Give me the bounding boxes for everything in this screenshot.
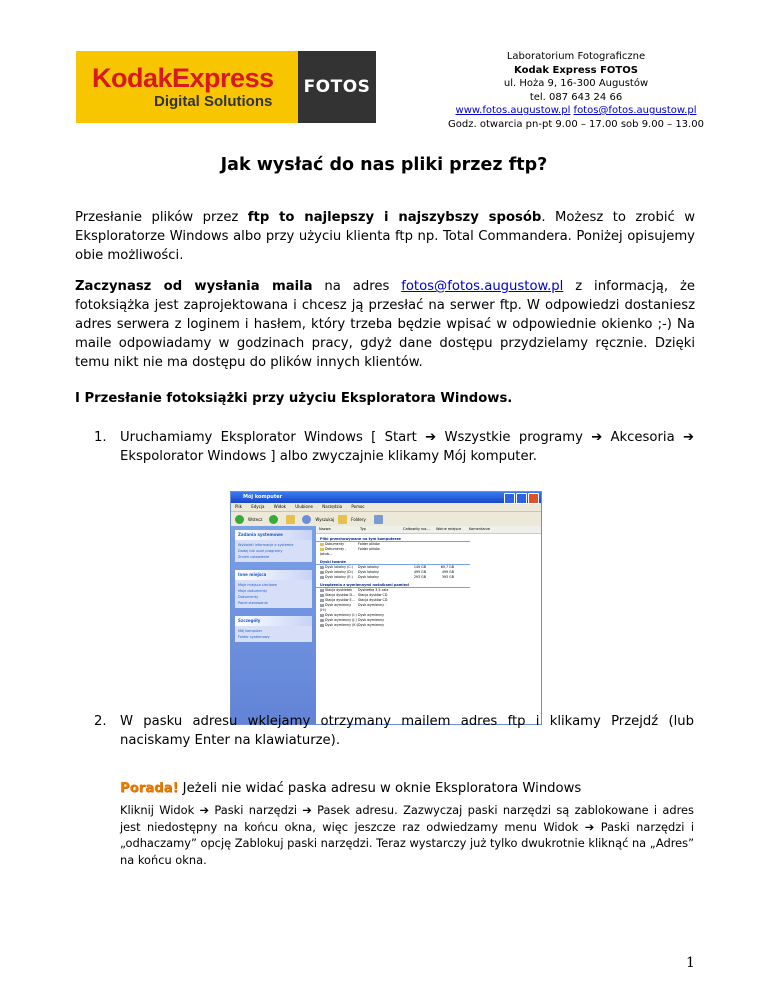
panel-title: Inne miejsca (235, 570, 312, 580)
tip-heading-text: Jeżeli nie widać paska adresu w oknie Eksploratora Windows (178, 781, 582, 796)
file-name-text: Dysk wymienny (I:) (325, 613, 357, 617)
step-text: Uruchamiamy Eksplorator Windows [ Start ➔ Wszystkie programy ➔ Akcesoria ➔ Ekspolorator Windows ] albo zwyczajnie klikamy Mój komputer. (120, 430, 694, 464)
file-type: Folder plików (358, 547, 380, 551)
drive-icon (320, 571, 324, 574)
panel-item: Panel sterowania (238, 601, 268, 605)
drive-icon (320, 594, 324, 597)
panel-item: Mój komputer (238, 629, 263, 633)
free-space: 69,7 GB (440, 565, 454, 569)
intro-text-c: . Możesz to zrobić w Eksploratorze Windows albo przy użyciu klienta ftp np. Total Commandera. Poniżej opisujemy obie możliwości. (75, 210, 696, 263)
panel-item: Dodaj lub usuń programy (238, 549, 283, 553)
column-header: Wolne miejsce (436, 527, 462, 531)
section-heading-explorer: I Przesłanie fotoksiążki przy użyciu Eksploratora Windows. (75, 391, 513, 406)
tip-box (120, 780, 694, 868)
drive-icon (320, 614, 324, 617)
email-text-bold: Zaczynasz od wysłania maila (75, 279, 313, 294)
file-list (316, 526, 541, 724)
header-links (400, 104, 752, 118)
file-type: Dyskietka 3,5 cala (358, 588, 389, 592)
file-name (320, 603, 358, 613)
intro-text-a: Przesłanie plików przez (75, 210, 248, 225)
logo-tagline: Digital Solutions (154, 93, 273, 110)
task-pane (231, 526, 316, 724)
close-icon (528, 493, 539, 504)
company-name: Kodak Express FOTOS (514, 64, 638, 76)
file-type: Dysk wymienny (358, 603, 385, 607)
file-size (398, 547, 426, 557)
file-name-text: Dysk wymienny (H:) (320, 603, 352, 612)
tip-heading (120, 780, 694, 798)
logo-brand-express: Express (172, 63, 274, 93)
phone-number: tel. 087 643 24 66 (529, 91, 623, 103)
toolbar-label: Foldery (351, 516, 366, 522)
file-name (320, 547, 358, 557)
email-address-link[interactable]: fotos@fotos.augustow.pl (401, 279, 564, 294)
column-header: Typ (360, 527, 366, 531)
panel-title: Szczegóły (235, 616, 312, 626)
file-size: 499 GB (413, 570, 426, 574)
menu-item: Narzędzia (322, 504, 343, 509)
panel-item: Dokumenty (238, 595, 259, 599)
logo-brand (92, 63, 274, 94)
file-name (320, 623, 358, 628)
search-icon (302, 515, 311, 524)
panel-title: Zadania systemowe (235, 530, 312, 540)
panel-body (235, 540, 312, 562)
folder-icon (320, 543, 324, 546)
logo-brand-kodak: Kodak (92, 63, 173, 93)
file-name-text: Dysk lokalny (C:) (325, 565, 353, 569)
panel-item: Wyświetl informacje o systemie (238, 543, 294, 547)
my-computer-screenshot (230, 491, 542, 725)
lab-name: Laboratorium Fotograficzne (506, 51, 646, 62)
email-text-b: na adres (312, 279, 402, 294)
window-title: Mój komputer (243, 494, 283, 500)
forward-icon (269, 515, 278, 524)
drive-icon (320, 566, 324, 569)
menu-item: Edycja (251, 504, 265, 509)
file-name-text: Stacja dyskietek (325, 588, 353, 592)
panel-body (235, 626, 312, 642)
up-folder-icon (286, 515, 295, 524)
file-group-title: Pliki przechowywane na tym komputerze (316, 537, 470, 542)
file-name-text: Stacja dysków D... (325, 593, 356, 597)
file-type: Dysk lokalny (358, 565, 379, 569)
free-space (426, 603, 454, 613)
task-panel (235, 570, 312, 608)
menu-item: Pomoc (351, 504, 365, 509)
panel-item: Zmień ustawienie (238, 555, 270, 559)
column-header: Całkowity roz... (403, 527, 430, 531)
tip-body: Kliknij Widok ➔ Paski narzędzi ➔ Pasek adresu. Zazwyczaj paski narzędzi są zablokowane i adres jest niedostępny na końcu okna, więc jeszcze raz odwiedzamy menu Widok ➔ Paski narzędzi i „odhaczamy” opcję Zablokuj paski narzędzi. Teraz wystarczy już tylko dwukrotnie kliknąć na „Adres” na końcu okna. (120, 803, 694, 867)
logo-yellow-block (76, 51, 298, 123)
free-space: 393 GB (441, 575, 454, 579)
panel-body (235, 580, 312, 608)
file-type: Dysk wymienny (358, 618, 385, 622)
window-controls (504, 493, 539, 504)
file-type: Folder plików (358, 542, 380, 546)
file-row (316, 603, 541, 613)
minimize-icon (504, 493, 515, 504)
views-icon (374, 515, 383, 524)
maximize-icon (516, 493, 527, 504)
task-panel (235, 530, 312, 562)
page-title: Jak wysłać do nas pliki przez ftp? (220, 155, 548, 175)
intro-text-bold: ftp to najlepszy i najszybszy sposób (247, 210, 542, 225)
step-number: 1. (94, 430, 107, 445)
page-number: 1 (686, 955, 695, 971)
window-body (231, 526, 541, 724)
file-type: Stacja dysków CD (358, 593, 388, 597)
file-name-text: Dokumenty - Jakub... (320, 547, 347, 556)
column-headers (316, 526, 541, 534)
file-type: Stacja dysków CD (358, 598, 388, 602)
email-text-c: z informacją, że fotoksiążka jest zaprojektowana i chcesz ją przesłać na serwer ftp. W odpowiedzi dostaniesz adres serwera z loginem i hasłem, który trzeba będzie wpisać w odpowiednie okienko ;-) Na maile odpowiadamy w godzinach pracy, gdyż dane dostępu przydzielamy ręcznie. Dzięki temu nikt nie ma dostępu do plików innych klientów. (75, 279, 695, 370)
email-paragraph (75, 277, 695, 372)
free-space: 499 GB (441, 570, 454, 574)
column-header: Komentarze (469, 527, 490, 531)
drive-icon (320, 604, 324, 607)
file-name-text: Dokumenty (325, 542, 345, 546)
toolbar-label: Wyszukaj (315, 516, 335, 522)
drive-icon (320, 599, 324, 602)
task-panel (235, 616, 312, 642)
folders-icon (338, 515, 347, 524)
step-number: 2. (94, 714, 107, 729)
step-text: W pasku adresu wklejamy otrzymany mailem adres ftp i klikamy Przejdź (lub naciskamy Enter na klawiaturze). (120, 714, 694, 748)
email-link[interactable]: fotos@fotos.augustow.pl (573, 105, 697, 116)
panel-item: Moje miejsca sieciowe (238, 583, 277, 587)
menu-item: Plik (235, 504, 242, 509)
street-address: ul. Hoża 9, 16-300 Augustów (503, 78, 649, 89)
file-name-text: Dysk lokalny (E:) (325, 575, 353, 579)
drive-icon (320, 576, 324, 579)
menu-item: Ulubione (295, 504, 313, 509)
back-icon (235, 515, 244, 524)
file-row (316, 547, 541, 557)
file-name (320, 575, 358, 580)
header-address (400, 50, 752, 131)
file-size: 293 GB (413, 575, 426, 579)
file-size: 149 GB (413, 565, 426, 569)
file-type: Dysk lokalny (358, 570, 379, 574)
drive-icon (320, 624, 324, 627)
file-group-title: Urządzenia z wymiennymi nośnikami pamięci (316, 583, 470, 588)
file-type: Dysk wymienny (358, 623, 385, 627)
file-size (398, 603, 426, 613)
column-header: Nazwa (319, 527, 331, 531)
folder-icon (320, 548, 324, 551)
menu-item: Widok (273, 504, 286, 509)
file-name-text: Dysk lokalny (D:) (325, 570, 354, 574)
kodak-express-logo (76, 51, 376, 123)
window-menubar (231, 503, 541, 512)
window-toolbar (231, 512, 541, 527)
drive-icon (320, 619, 324, 622)
opening-hours: Godz. otwarcia pn-pt 9.00 – 17.00 sob 9.00 – 13.00 (448, 118, 704, 130)
window-titlebar (231, 492, 541, 503)
file-group-title: Dyski twarde (316, 560, 470, 565)
file-name-text: Dysk wymienny (J:) (325, 618, 357, 622)
tip-label: Porada! (120, 781, 179, 796)
panel-item: Folder systemowy (238, 635, 270, 639)
file-groups (316, 537, 541, 628)
file-name-text: Dysk wymienny (K:) (325, 623, 358, 627)
logo-fotos-badge: FOTOS (298, 51, 376, 123)
intro-paragraph (75, 208, 695, 265)
file-type: Dysk wymienny (358, 613, 385, 617)
drive-icon (320, 589, 324, 592)
free-space (426, 623, 454, 628)
file-name-text: Stacja dysków E... (325, 598, 355, 602)
free-space (426, 547, 454, 557)
file-size (398, 623, 426, 628)
file-type: Dysk lokalny (358, 575, 379, 579)
panel-item: Moje dokumenty (238, 589, 268, 593)
file-row (316, 575, 541, 580)
file-row (316, 623, 541, 628)
website-link[interactable]: www.fotos.augustow.pl (455, 105, 571, 116)
toolbar-label: Wstecz (248, 516, 263, 522)
